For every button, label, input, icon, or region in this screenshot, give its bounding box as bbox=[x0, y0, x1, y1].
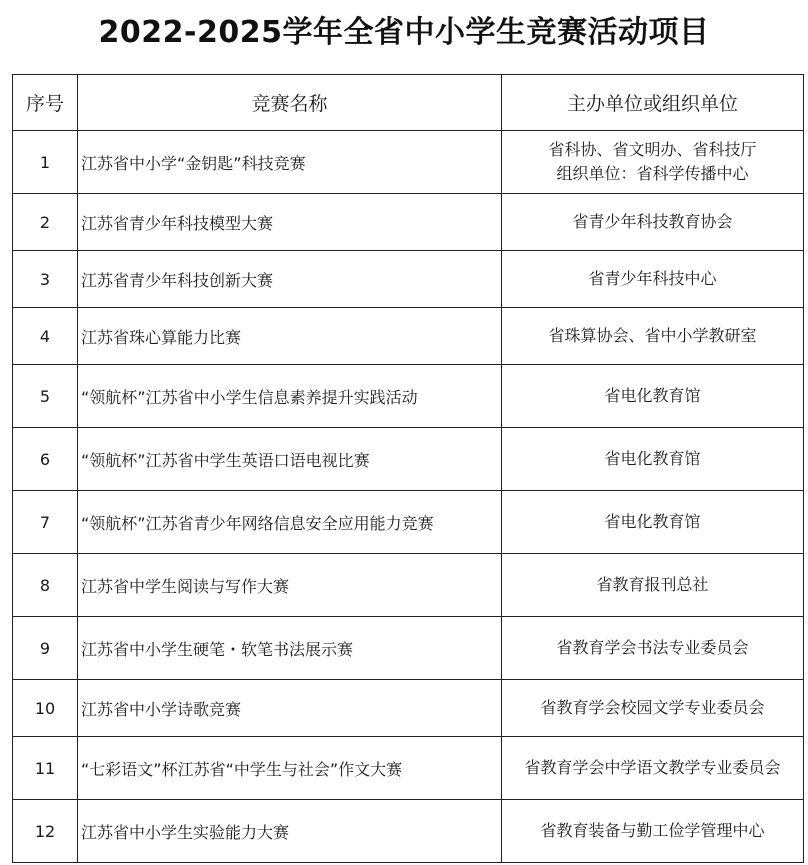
organizer-name: 省珠算协会、省中小学教研室 bbox=[502, 308, 804, 365]
row-number: 2 bbox=[13, 194, 78, 251]
table-row bbox=[13, 680, 804, 737]
row-number: 6 bbox=[13, 428, 78, 491]
competition-name: “七彩语文”杯江苏省“中学生与社会”作文大赛 bbox=[78, 737, 502, 800]
page-title: 2022-2025学年全省中小学生竞赛活动项目 bbox=[98, 15, 710, 50]
header-serial-number: 序号 bbox=[13, 75, 78, 131]
table-row bbox=[13, 554, 804, 617]
row-number: 9 bbox=[13, 617, 78, 680]
organizer-name: 省教育学会中学语文教学专业委员会 bbox=[502, 737, 804, 800]
row-number: 1 bbox=[13, 131, 78, 194]
table-row bbox=[13, 491, 804, 554]
table-row bbox=[13, 308, 804, 365]
row-number: 7 bbox=[13, 491, 78, 554]
row-number: 5 bbox=[13, 365, 78, 428]
table-row bbox=[13, 800, 804, 863]
competition-name: “领航杯”江苏省中学生英语口语电视比赛 bbox=[78, 428, 502, 491]
organizer-name: 省青少年科技教育协会 bbox=[502, 194, 804, 251]
table-row bbox=[13, 737, 804, 800]
organizer-name: 省教育学会书法专业委员会 bbox=[502, 617, 804, 680]
row-number: 12 bbox=[13, 800, 78, 863]
competition-name: 江苏省青少年科技模型大赛 bbox=[78, 194, 502, 251]
row-number: 10 bbox=[13, 680, 78, 737]
competition-table bbox=[12, 74, 804, 863]
organizer-name: 省教育学会校园文学专业委员会 bbox=[502, 680, 804, 737]
table-row bbox=[13, 194, 804, 251]
row-number: 3 bbox=[13, 251, 78, 308]
competition-name: 江苏省中小学诗歌竞赛 bbox=[78, 680, 502, 737]
table-row bbox=[13, 251, 804, 308]
table-row bbox=[13, 617, 804, 680]
competition-name: 江苏省中小学生硬笔・软笔书法展示赛 bbox=[78, 617, 502, 680]
competition-name: “领航杯”江苏省中小学生信息素养提升实践活动 bbox=[78, 365, 502, 428]
organizer-name: 省教育装备与勤工俭学管理中心 bbox=[502, 800, 804, 863]
organizer-name: 省电化教育馆 bbox=[502, 491, 804, 554]
header-organizer: 主办单位或组织单位 bbox=[502, 75, 804, 131]
organizer-name: 省电化教育馆 bbox=[502, 365, 804, 428]
competition-name: 江苏省青少年科技创新大赛 bbox=[78, 251, 502, 308]
organizing-unit: 组织单位：省科学传播中心 bbox=[556, 164, 749, 183]
row-number: 11 bbox=[13, 737, 78, 800]
organizer-name: 省科协、省文明办、省科技厅 bbox=[548, 140, 757, 159]
competition-name: 江苏省中小学“金钥匙”科技竞赛 bbox=[78, 131, 502, 194]
organizer-name: 省教育报刊总社 bbox=[502, 554, 804, 617]
header-competition-name: 竞赛名称 bbox=[78, 75, 502, 131]
competition-name: 江苏省中学生阅读与写作大赛 bbox=[78, 554, 502, 617]
competition-name: “领航杯”江苏省青少年网络信息安全应用能力竞赛 bbox=[78, 491, 502, 554]
row-number: 4 bbox=[13, 308, 78, 365]
table-header-row bbox=[13, 75, 804, 131]
competition-name: 江苏省中小学生实验能力大赛 bbox=[78, 800, 502, 863]
table-row bbox=[13, 365, 804, 428]
organizer-name: 省青少年科技中心 bbox=[502, 251, 804, 308]
row-number: 8 bbox=[13, 554, 78, 617]
table-row bbox=[13, 131, 804, 194]
table-row bbox=[13, 428, 804, 491]
organizer-cell bbox=[502, 131, 804, 194]
organizer-name: 省电化教育馆 bbox=[502, 428, 804, 491]
competition-name: 江苏省珠心算能力比赛 bbox=[78, 308, 502, 365]
